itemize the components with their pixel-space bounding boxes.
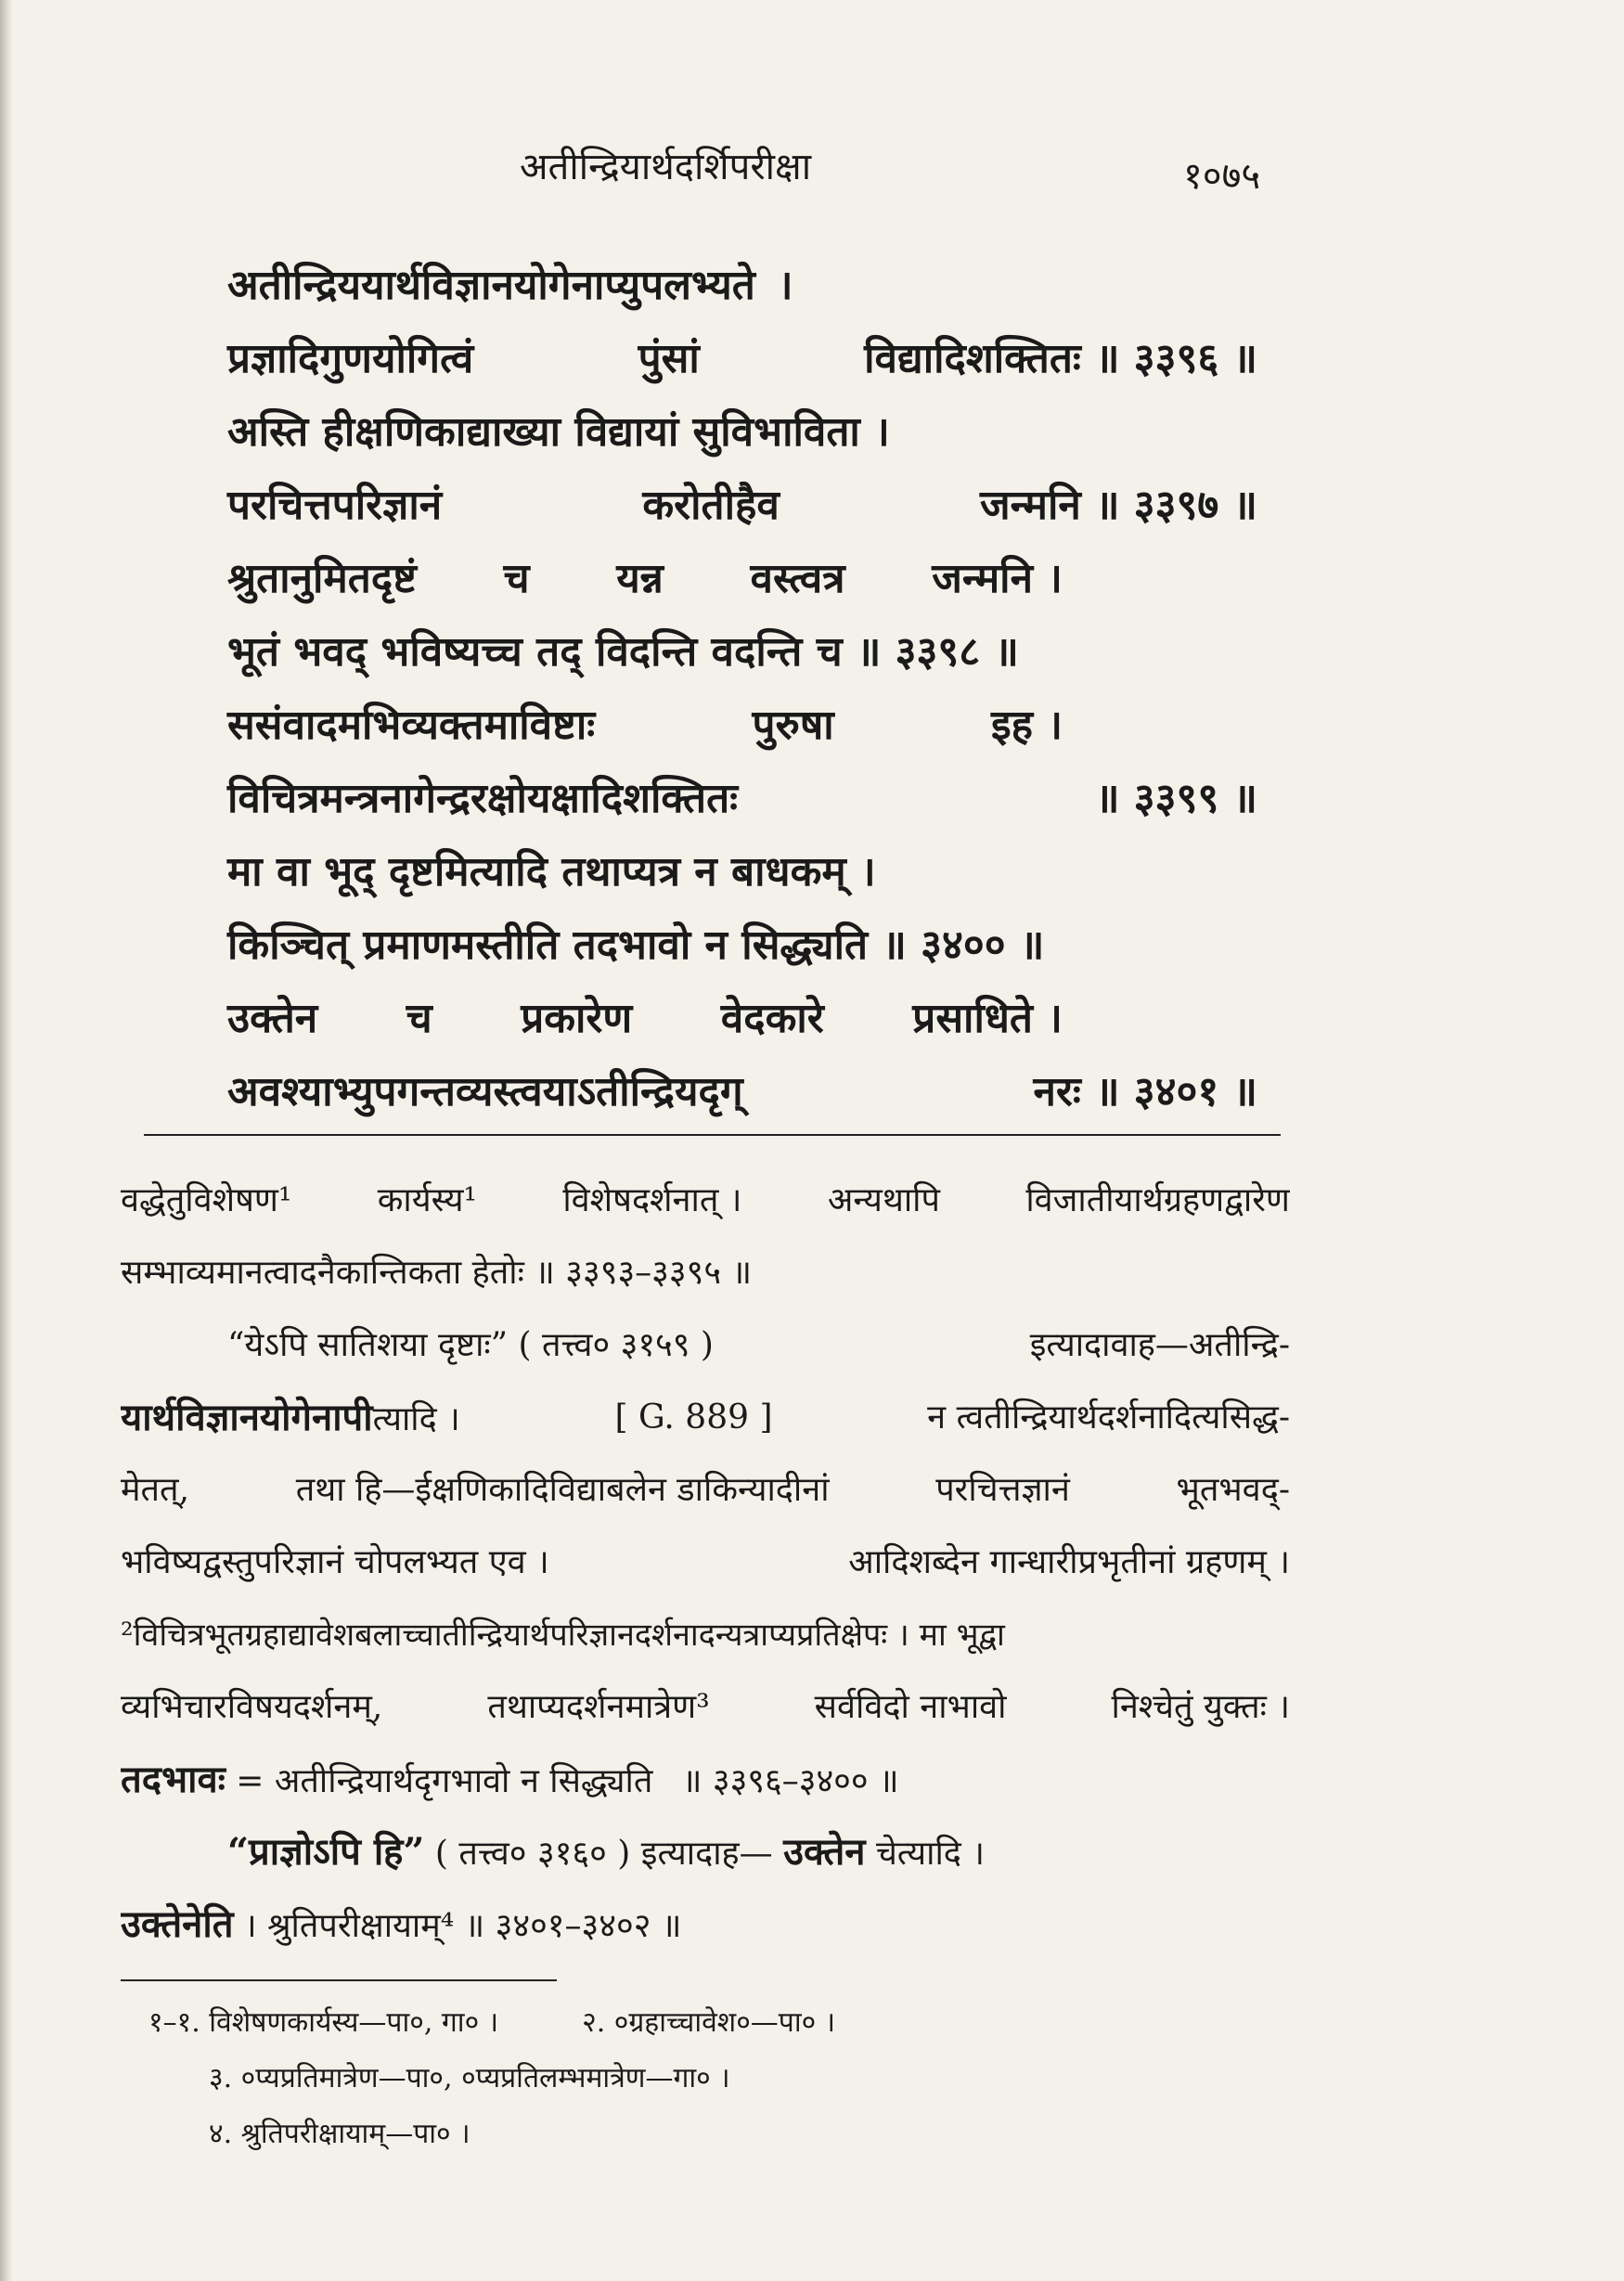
verse-line — [227, 832, 1257, 906]
bold-term: उक्तेन — [783, 1830, 866, 1874]
verse-segment: च — [503, 554, 530, 602]
text-segment: व्यभिचारविषयदर्शनम्, — [121, 1688, 383, 1726]
commentary-line — [121, 1165, 1290, 1237]
commentary-line — [121, 1237, 1290, 1309]
footnotes-block — [148, 1995, 1262, 2162]
text-segment: ॥ ३३९६–३४०० ॥ — [681, 1762, 899, 1800]
text-segment: अन्यथापि — [827, 1181, 940, 1219]
verse-line — [227, 466, 1257, 539]
commentary-line — [121, 1454, 1290, 1527]
verse-segment: किञ्चित् प्रमाणमस्तीति तदभावो न सिद्ध्यति ॥ ३४०० ॥ — [227, 921, 1045, 969]
text-segment: चेत्यादि । — [875, 1835, 985, 1873]
commentary-line — [121, 1599, 1290, 1671]
verse-segment: पुरुषा — [752, 701, 834, 749]
text-segment: कार्यस्य¹ — [377, 1181, 477, 1219]
footnote: ३. ०प्यप्रतिमात्रेण—पा०, ०प्यप्रतिलम्भमात्रेण—गा० । — [209, 2062, 730, 2094]
verse-line — [227, 979, 1063, 1052]
verse-segment: ॥ ३३९९ ॥ — [1095, 774, 1257, 822]
text-segment: = अतीन्द्रियार्थदृगभावो न सिद्ध्यति — [236, 1762, 653, 1800]
verse-commentary-divider — [144, 1134, 1281, 1136]
verse-segment: इह । — [991, 701, 1063, 749]
footnote-divider — [121, 1979, 557, 1981]
verse-segment: वस्त्वत्र — [750, 554, 845, 602]
text-segment: वद्धेतुविशेषण¹ — [121, 1181, 292, 1219]
running-header-title: अतीन्द्रियार्थदर्शिपरीक्षा — [520, 146, 812, 188]
footnote: ४. श्रुतिपरीक्षायाम्—पा० । — [209, 2118, 470, 2150]
text-segment: मेतत्, — [121, 1471, 190, 1509]
verse-segment: अवश्याभ्युपगन्तव्यस्त्वयाऽतीन्द्रियदृग् — [227, 1067, 743, 1115]
footnote-line — [148, 2107, 1262, 2162]
commentary-line — [121, 1382, 1290, 1454]
verse-line — [227, 246, 1257, 319]
footnote-line — [148, 2051, 1262, 2107]
verse-segment: पुंसां — [638, 334, 700, 382]
commentary-line — [121, 1671, 1290, 1744]
footnote-line — [148, 1995, 1262, 2051]
text-segment: सम्भाव्यमानत्वादनैकान्तिकता हेतोः ॥ ३३९३–३३९५ ॥ — [121, 1254, 753, 1292]
verse-line — [227, 539, 1063, 612]
commentary-block — [121, 1165, 1290, 1961]
verse-line — [227, 906, 1257, 979]
verse-line — [227, 759, 1257, 832]
text-segment: तथा हि—ईक्षणिकादिविद्याबलेन डाकिन्यादीनां — [295, 1471, 830, 1509]
text-segment: त्यादि । — [372, 1400, 460, 1438]
bold-term: यार्थविज्ञानयोगेनापी — [121, 1396, 373, 1439]
text-segment: “येऽपि सातिशया दृष्टाः” ( तत्त्व० ३१५९ ) — [227, 1326, 714, 1364]
text-segment: विजातीयार्थग्रहणद्वारेण — [1025, 1181, 1290, 1219]
verse-segment: जन्मनि । — [932, 554, 1063, 602]
verse-segment: च — [406, 994, 432, 1042]
verse-line — [227, 1052, 1257, 1126]
text-segment: विशेषदर्शनात् । — [562, 1181, 742, 1219]
source-page-reference: [ G. 889 ] — [614, 1398, 773, 1437]
verse-segment: श्रुतानुमितदृष्टं — [227, 554, 417, 602]
bold-term: “प्राज्ञोऽपि हि” — [227, 1830, 425, 1874]
bold-term: उक्तेनेति — [121, 1902, 234, 1946]
verse-segment: भूतं भवद् भविष्यच्च तद् विदन्ति वदन्ति च ॥ ३३९८ ॥ — [227, 627, 1019, 676]
text-segment: ²विचित्रभूतग्रहाद्यावेशबलाच्चातीन्द्रियार्थपरिज्ञानदर्शनादन्यत्राप्यप्रतिक्षेपः । मा भूद्वा — [121, 1617, 1005, 1654]
verse-segment: विचित्रमन्त्रनागेन्द्ररक्षोयक्षादिशक्तितः — [227, 774, 739, 822]
verse-block — [227, 246, 1257, 1126]
text-segment: इत्यादावाह—अतीन्द्रि- — [1029, 1326, 1290, 1364]
text-segment: भविष्यद्वस्तुपरिज्ञानं चोपलभ्यत एव । — [121, 1543, 549, 1581]
verse-segment: वेदकारे — [720, 994, 824, 1042]
bold-term: तदभावः — [121, 1758, 226, 1801]
text-segment: ( तत्त्व० ३१६० ) इत्यादाह— — [434, 1835, 773, 1873]
verse-segment: अस्ति हीक्षणिकाद्याख्या विद्यायां सुविभाविता । — [227, 407, 890, 456]
verse-segment: परचित्तपरिज्ञानं — [227, 481, 443, 529]
text-segment: सर्वविदो नाभावो — [814, 1688, 1007, 1726]
verse-segment: प्रज्ञादिगुणयोगित्वं — [227, 334, 474, 382]
commentary-line — [121, 1888, 1290, 1961]
text-segment: भूतभवद्- — [1176, 1471, 1290, 1509]
verse-segment: विद्यादिशक्तितः ॥ ३३९६ ॥ — [864, 334, 1257, 382]
footnote: २. ०ग्रहाच्चावेश०—पा० । — [582, 2006, 836, 2039]
verse-segment: प्रकारेण — [521, 994, 633, 1042]
verse-segment: उक्तेन — [227, 994, 318, 1042]
page-number: १०७५ — [1183, 155, 1261, 198]
commentary-line — [121, 1816, 1290, 1888]
verse-segment: यन्न — [616, 554, 664, 602]
text-segment: परचित्तज्ञानं — [935, 1471, 1070, 1509]
verse-segment: नरः ॥ ३४०१ ॥ — [1033, 1067, 1257, 1115]
text-segment: निश्चेतुं युक्तः । — [1111, 1688, 1290, 1726]
commentary-line — [121, 1527, 1290, 1599]
commentary-line — [121, 1309, 1290, 1382]
verse-line — [227, 319, 1257, 393]
verse-danda: । — [777, 261, 793, 309]
verse-segment: अतीन्द्रिययार्थविज्ञानयोगेनाप्युपलभ्यते — [227, 261, 755, 309]
verse-line — [227, 612, 1257, 686]
verse-segment: ससंवादमभिव्यक्तमाविष्टाः — [227, 701, 596, 749]
verse-segment: करोतीहैव — [642, 481, 780, 529]
text-segment: । श्रुतिपरीक्षायाम्⁴ ॥ ३४०१–३४०२ ॥ — [243, 1907, 682, 1945]
text-segment: न त्वतीन्द्रियार्थदर्शनादित्यसिद्ध- — [927, 1398, 1290, 1437]
verse-segment: प्रसाधिते । — [912, 994, 1063, 1042]
verse-segment: मा वा भूद् दृष्टमित्यादि तथाप्यत्र न बाधकम् । — [227, 847, 876, 896]
verse-segment: जन्मनि ॥ ३३९७ ॥ — [980, 481, 1257, 529]
commentary-line — [121, 1744, 1290, 1816]
text-segment: आदिशब्देन गान्धारीप्रभृतीनां ग्रहणम् । — [848, 1543, 1290, 1581]
verse-line — [227, 686, 1063, 759]
verse-line — [227, 393, 1257, 466]
text-segment: तथाप्यदर्शनमात्रेण³ — [487, 1688, 710, 1726]
page-left-edge — [0, 0, 13, 2281]
footnote: १–१. विशेषणकार्यस्य—पा०, गा० । — [148, 2006, 499, 2039]
